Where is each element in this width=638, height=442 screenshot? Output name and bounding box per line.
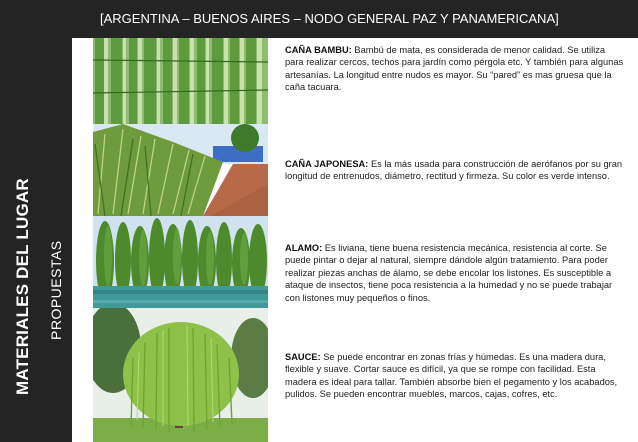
willow-tree-photo [93, 308, 268, 442]
sidebar-subtitle: PROPUESTAS [48, 240, 64, 340]
poplar-trees-photo [93, 216, 268, 308]
material-text: Bambú de mata, es considerada de menor calidad. Se utiliza para realizar cercos, techos para jardín como pérgola etc. Y también para algunas artesanías. La longitud entre nudos es mayor. Su “pared” es mas gruesa que la caña tacuara. [285, 45, 624, 93]
sidebar [0, 38, 72, 442]
header-bar [0, 0, 638, 38]
material-description-willow [285, 351, 625, 401]
sidebar-title: MATERIALES DEL LUGAR [13, 178, 32, 395]
material-name: SAUCE: [285, 352, 321, 362]
page-title: [ARGENTINA – BUENOS AIRES – NODO GENERAL PAZ Y PANAMERICANA] [100, 11, 559, 26]
material-name: ALAMO: [285, 243, 323, 253]
cane-field-photo [93, 124, 268, 216]
material-name: CAÑA BAMBU: [285, 45, 352, 55]
material-text: Es liviana, tiene buena resistencia mecánica, resistencia al corte. Se puede pintar o dejar al natural, siempre dándole algún tratamiento. Para poder realizar piezas anchas de álamo, se debe encolar los listones. Es susceptible a ataque de insectos, tiene poca resistencia a la humedad y no se puede trabajar con listones muy pequeños o finos. [285, 243, 613, 303]
material-text: Se puede encontrar en zonas frías y húmedas. Es una madera dura, flexible y suave. Cortar sauce es difícil, ya que se rompe con facilidad. Esta madera es ideal para tallar. También absorbe bien el pegamento y los acabados, pulidos. Se pueden encontrar muebles, marcos, cajas, cofres, etc. [285, 352, 618, 400]
material-description-japanese-cane [285, 158, 625, 183]
material-text: Es la más usada para construcción de aerófanos por su gran longitud de entrenudos, diámetro, rectitud y firmeza. Su color es verde intenso. [285, 159, 623, 182]
material-description-bamboo [285, 44, 625, 94]
material-name: CAÑA JAPONESA: [285, 159, 369, 169]
bamboo-photo [93, 38, 268, 124]
material-description-poplar [285, 242, 625, 304]
